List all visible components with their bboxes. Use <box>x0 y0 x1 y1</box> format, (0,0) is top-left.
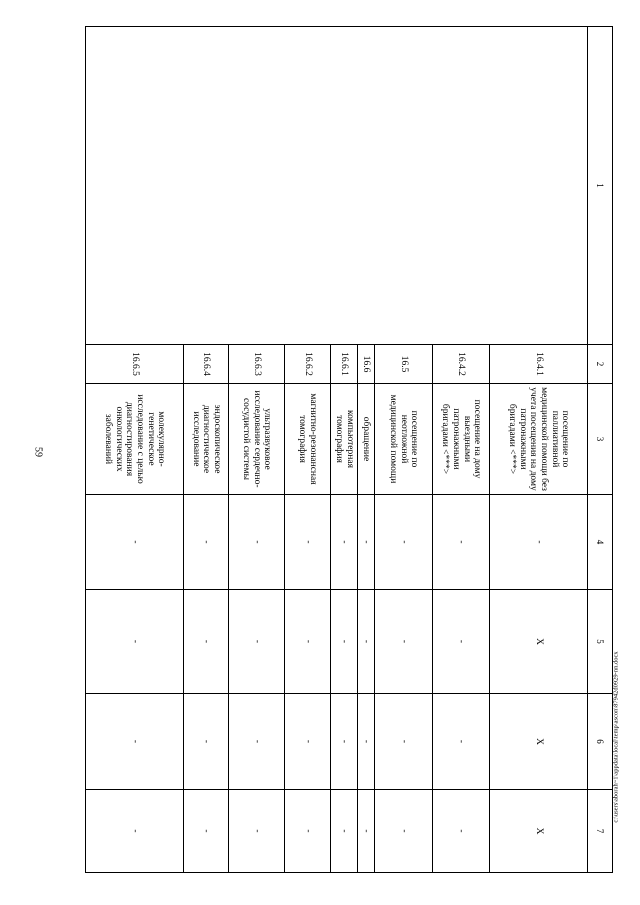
header-cell-4: 4 <box>588 495 613 590</box>
row-name: посещение по неотложной медицинской помощи <box>375 384 433 495</box>
header-cell-2: 2 <box>588 345 613 384</box>
row-name: молекулярно-генетическое исследование с целью диагностирования онкологических заболеваний <box>86 384 184 495</box>
table-row <box>490 27 588 873</box>
value-cell-col6: - <box>184 694 229 790</box>
value-cell-col4: - <box>86 495 184 590</box>
row-code: 16.6.1 <box>331 345 358 384</box>
value-cell-col4: - <box>490 495 588 590</box>
value-cell-col7: - <box>229 790 285 873</box>
value-cell-col5: - <box>229 590 285 694</box>
row-name: магнитно-резонансная томография <box>285 384 331 495</box>
value-cell-col6: - <box>358 694 375 790</box>
value-cell-col6: - <box>285 694 331 790</box>
value-cell-col5: - <box>375 590 433 694</box>
value-cell-col4: - <box>285 495 331 590</box>
header-cell-5: 5 <box>588 590 613 694</box>
row-code: 16.6 <box>358 345 375 384</box>
header-cell-7: 7 <box>588 790 613 873</box>
value-cell-col7: - <box>375 790 433 873</box>
row-name: эндоскопическое диагностическое исследование <box>184 384 229 495</box>
value-cell-col7: - <box>358 790 375 873</box>
row-name: ультразвуковое исследование сердечно-сосудистой системы <box>229 384 285 495</box>
page-number: 59 <box>32 447 44 457</box>
value-cell-col6: X <box>490 694 588 790</box>
data-table <box>85 26 613 873</box>
row-code: 16.6.5 <box>86 345 184 384</box>
row-name: компьютерная томография <box>331 384 358 495</box>
value-cell-col7: - <box>433 790 490 873</box>
value-cell-col6: - <box>433 694 490 790</box>
row-code: 16.4.1 <box>490 345 588 384</box>
row-code: 16.6.3 <box>229 345 285 384</box>
header-cell-6: 6 <box>588 694 613 790</box>
value-cell-col7: - <box>86 790 184 873</box>
value-cell-col7: X <box>490 790 588 873</box>
rotated-table-frame <box>103 26 613 872</box>
value-cell-col7: - <box>184 790 229 873</box>
value-cell-col5: - <box>433 590 490 694</box>
value-cell-col4: - <box>358 495 375 590</box>
value-cell-col6: - <box>229 694 285 790</box>
value-cell-col6: - <box>86 694 184 790</box>
value-cell-col5: - <box>285 590 331 694</box>
row-code: 16.6.4 <box>184 345 229 384</box>
value-cell-col5: - <box>86 590 184 694</box>
value-cell-col7: - <box>331 790 358 873</box>
header-row <box>588 27 613 873</box>
value-cell-col4: - <box>229 495 285 590</box>
row-code: 16.5 <box>375 345 433 384</box>
footer-file-path: c:\users\aborah~1\appdata\local\temp\ascon\87942d0929-nn.docx <box>612 651 620 823</box>
value-cell-col4: - <box>184 495 229 590</box>
value-cell-col4: - <box>331 495 358 590</box>
row-name: посещение на дому выездными патронажными бригадами <***> <box>433 384 490 495</box>
value-cell-col5: X <box>490 590 588 694</box>
value-cell-col5: - <box>358 590 375 694</box>
merged-cell-col1 <box>86 27 588 345</box>
row-name: обращение <box>358 384 375 495</box>
value-cell-col4: - <box>433 495 490 590</box>
row-name: посещение по паллиативной медицинской помощи без учета посещения на дому патронажными бригадами <***> <box>490 384 588 495</box>
value-cell-col7: - <box>285 790 331 873</box>
value-cell-col5: - <box>184 590 229 694</box>
header-cell-3: 3 <box>588 384 613 495</box>
value-cell-col6: - <box>331 694 358 790</box>
row-code: 16.4.2 <box>433 345 490 384</box>
value-cell-col4: - <box>375 495 433 590</box>
row-code: 16.6.2 <box>285 345 331 384</box>
header-cell-1: 1 <box>588 27 613 345</box>
value-cell-col6: - <box>375 694 433 790</box>
value-cell-col5: - <box>331 590 358 694</box>
table-container <box>103 26 613 872</box>
